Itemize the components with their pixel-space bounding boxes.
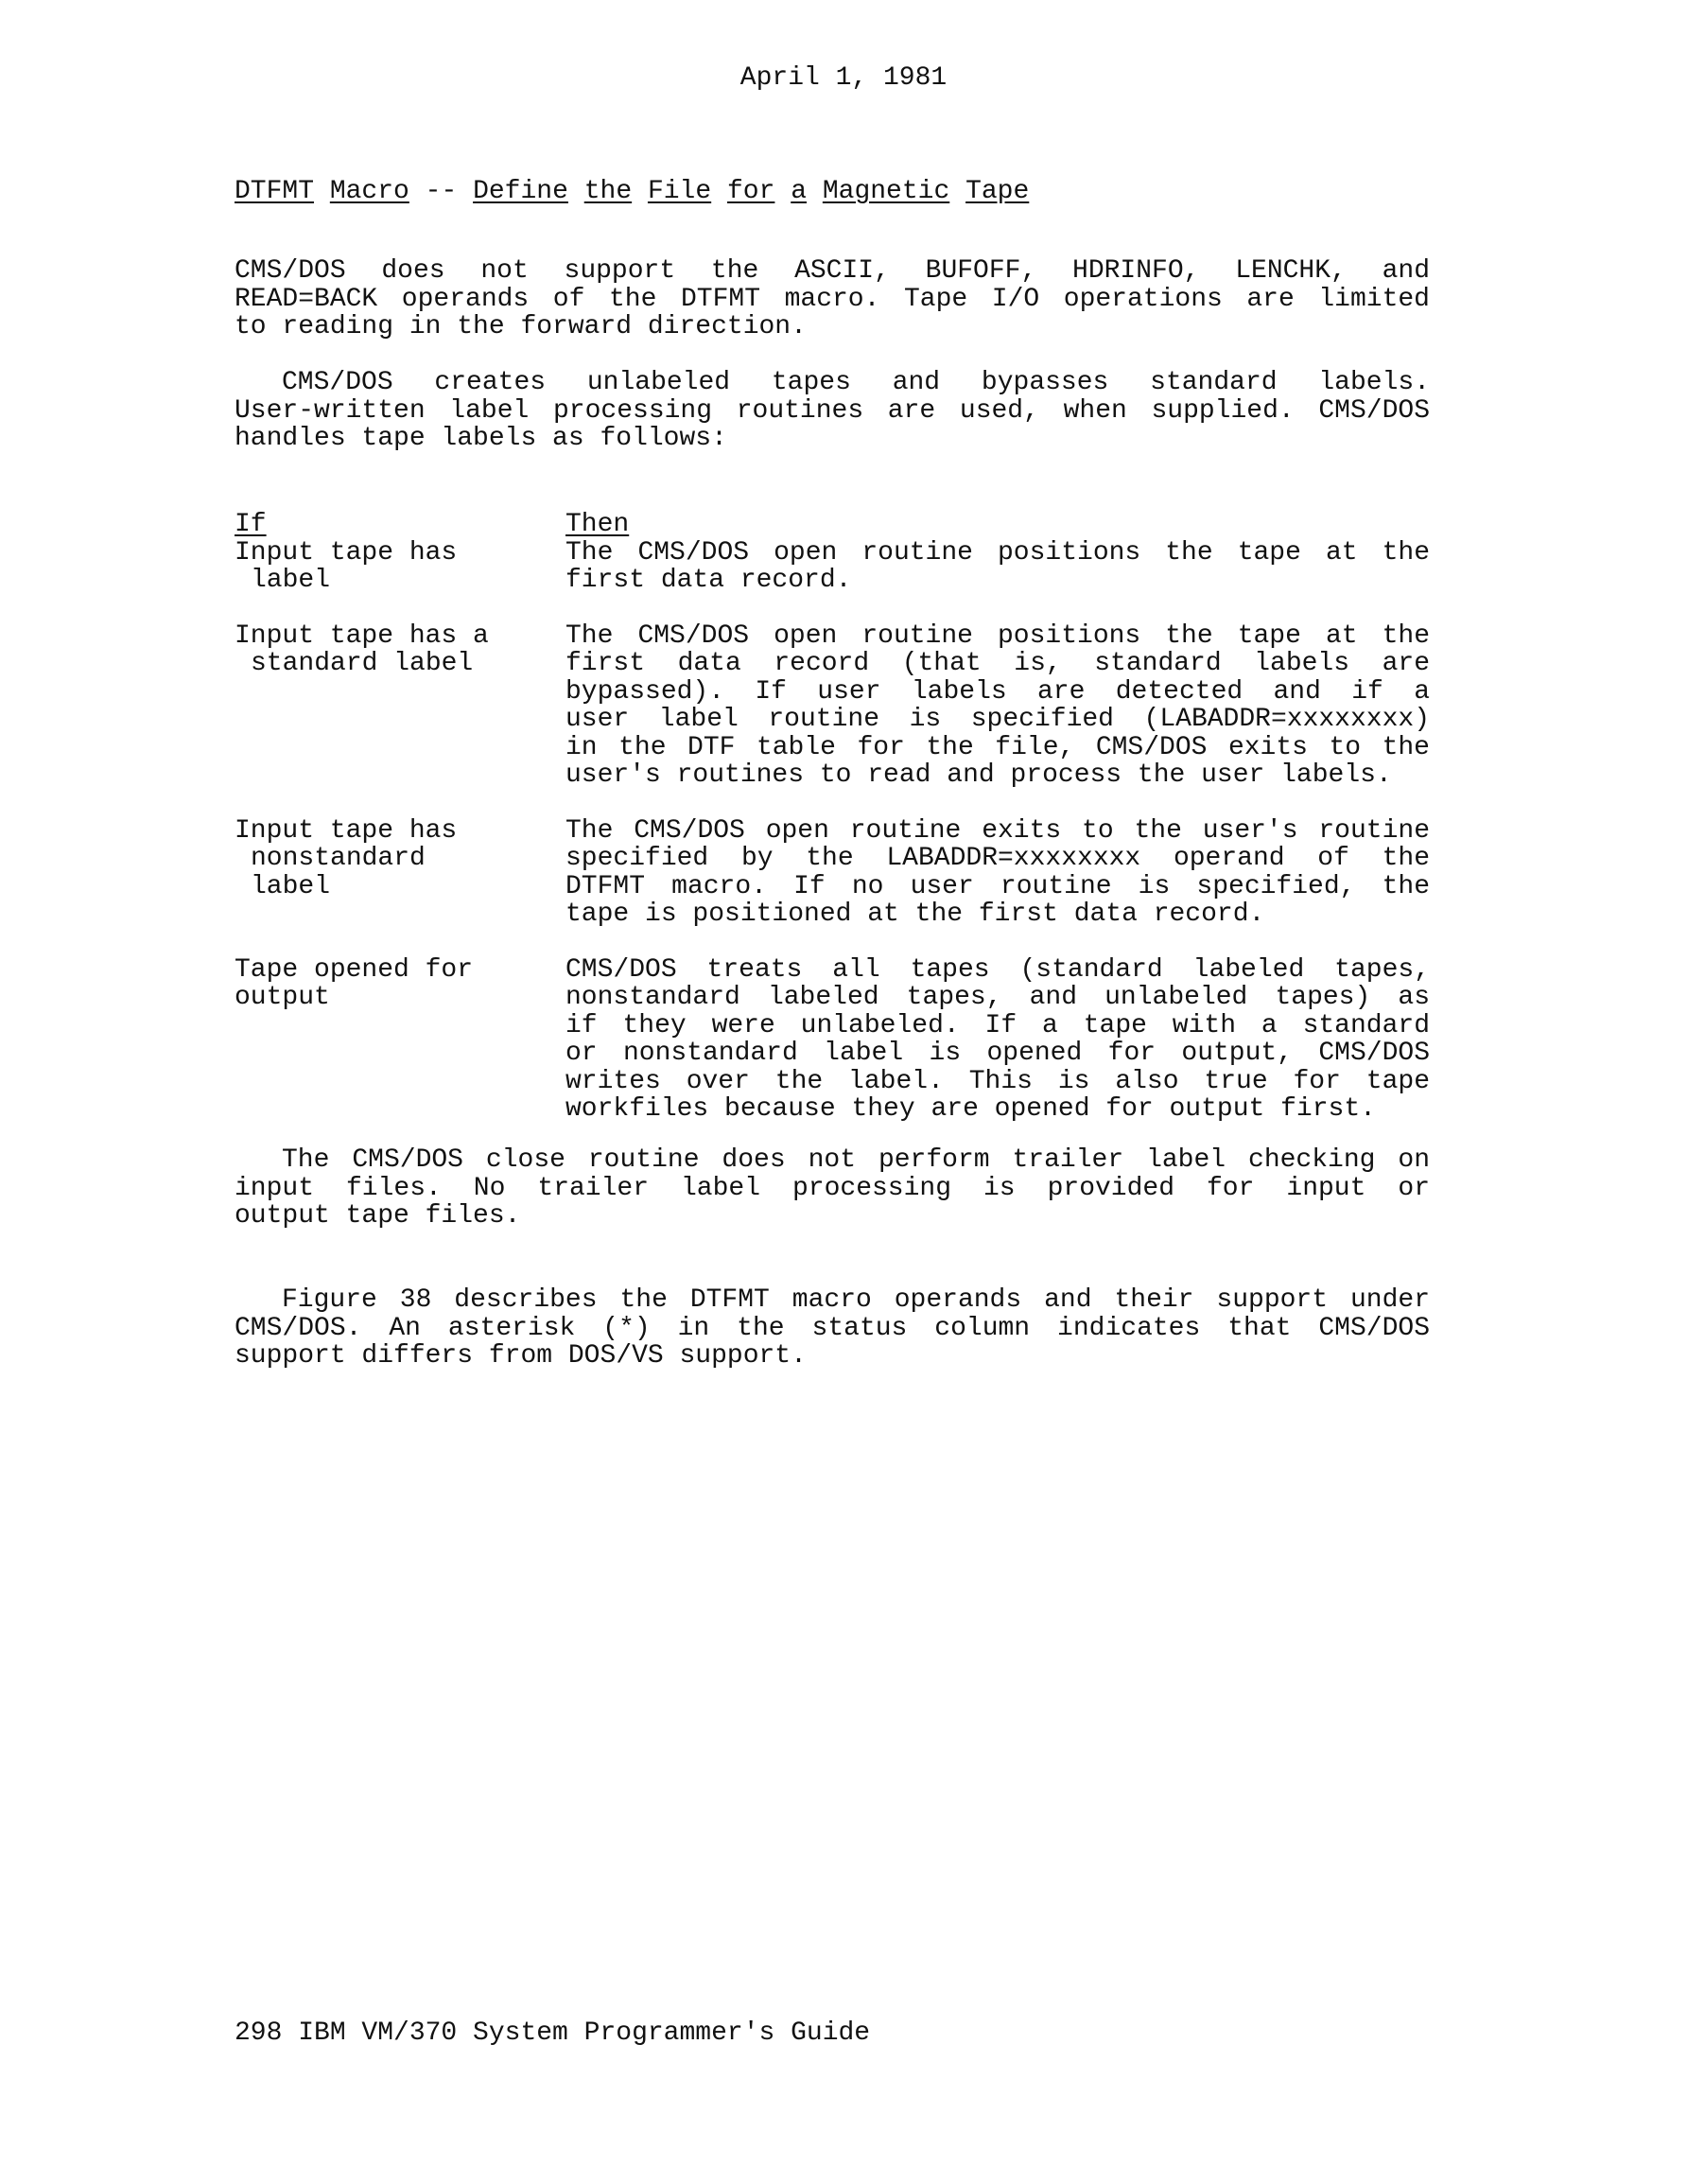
page-date-header: April 1, 1981 xyxy=(739,63,948,93)
title-word: for xyxy=(726,177,775,206)
action-line: CMS/DOS treats all tapes (standard labeled tapes, xyxy=(565,954,1430,985)
title-word: Magnetic xyxy=(822,177,950,206)
action-line: specified by the LABADDR=xxxxxxxx operand of the xyxy=(565,844,1430,873)
page-footer: 298 IBM VM/370 System Programmer's Guide xyxy=(235,2018,871,2048)
table-row xyxy=(235,817,1430,929)
title-word: File xyxy=(647,177,712,206)
action-line: user label routine is specified (LABADDR=xxxxxxxx) xyxy=(565,705,1430,734)
paragraph-line: CMS/DOS does not support the ASCII, BUFOFF, HDRINFO, LENCHK, and xyxy=(235,256,1430,286)
condition-line: nonstandard xyxy=(251,844,426,873)
table-row xyxy=(235,956,1430,1124)
action-cell xyxy=(565,622,1430,790)
action-line: tape is positioned at the first data record. xyxy=(565,900,1265,929)
paragraph-figure-reference xyxy=(235,1286,1430,1371)
action-cell xyxy=(565,956,1430,1124)
action-line: The CMS/DOS open routine positions the tape at the xyxy=(565,537,1430,568)
action-line: first data record (that is, standard labels are xyxy=(565,649,1430,678)
paragraph-line: CMS/DOS. An asterisk (*) in the status column indicates that CMS/DOS xyxy=(235,1313,1430,1343)
condition-line: Input tape has xyxy=(235,537,458,568)
condition-cell xyxy=(235,539,565,595)
paragraph-line: to reading in the forward direction. xyxy=(235,312,807,341)
paragraph-line: Figure 38 describes the DTFMT macro operands and their support under xyxy=(282,1285,1430,1315)
action-line: writes over the label. This is also true for tape xyxy=(565,1066,1430,1096)
title-separator: -- xyxy=(425,177,458,206)
title-word: a xyxy=(791,177,808,206)
action-line: bypassed). If user labels are detected and if a xyxy=(565,676,1430,707)
section-title xyxy=(235,178,1029,206)
action-line: The CMS/DOS open routine exits to the user's routine xyxy=(565,815,1430,846)
condition-line: label xyxy=(251,566,331,595)
action-line: first data record. xyxy=(565,566,852,595)
title-word: DTFMT xyxy=(235,177,315,206)
action-cell xyxy=(565,539,1430,595)
column-header-if: If xyxy=(235,510,267,539)
action-line: in the DTF table for the file, CMS/DOS exits to the xyxy=(565,732,1430,762)
action-line: The CMS/DOS open routine positions the tape at the xyxy=(565,620,1430,651)
action-line: or nonstandard label is opened for output, CMS/DOS xyxy=(565,1039,1430,1068)
title-word: Define xyxy=(473,177,568,206)
title-word: Macro xyxy=(329,177,409,206)
if-then-table xyxy=(235,511,1430,1151)
paragraph-line: input files. No trailer label processing is provided for input or xyxy=(235,1173,1430,1203)
table-row xyxy=(235,539,1430,595)
action-line: nonstandard labeled tapes, and unlabeled tapes) as xyxy=(565,983,1430,1012)
title-word: Tape xyxy=(965,177,1030,206)
paragraph-unsupported-operands xyxy=(235,257,1430,341)
condition-line: Input tape has xyxy=(235,815,458,846)
condition-line: output xyxy=(235,983,330,1012)
paragraph-line: output tape files. xyxy=(235,1201,521,1231)
column-header-then: Then xyxy=(565,510,630,539)
paragraph-line: The CMS/DOS close routine does not perform trailer label checking on xyxy=(282,1145,1430,1175)
paragraph-line: User-written label processing routines are used, when supplied. CMS/DOS xyxy=(235,395,1430,426)
action-line: if they were unlabeled. If a tape with a standard xyxy=(565,1010,1430,1040)
action-cell xyxy=(565,817,1430,929)
paragraph-line: CMS/DOS creates unlabeled tapes and bypasses standard labels. xyxy=(282,368,1430,397)
table-row xyxy=(235,622,1430,790)
condition-line: Tape opened for xyxy=(235,954,474,985)
paragraph-label-handling xyxy=(235,369,1430,453)
condition-cell xyxy=(235,622,565,790)
paragraph-line: support differs from DOS/VS support. xyxy=(235,1341,807,1371)
condition-line: Input tape has a xyxy=(235,620,489,651)
action-line: DTFMT macro. If no user routine is specified, the xyxy=(565,871,1430,901)
paragraph-close-routine xyxy=(235,1146,1430,1231)
condition-cell xyxy=(235,817,565,929)
condition-cell xyxy=(235,956,565,1124)
table-header-row xyxy=(235,511,1430,539)
action-line: workfiles because they are opened for output first. xyxy=(565,1094,1376,1124)
condition-line: standard label xyxy=(251,649,474,678)
title-word: the xyxy=(583,177,633,206)
paragraph-line: handles tape labels as follows: xyxy=(235,424,727,453)
action-line: user's routines to read and process the user labels. xyxy=(565,760,1392,790)
paragraph-line: READ=BACK operands of the DTFMT macro. Tape I/O operations are limited xyxy=(235,284,1430,314)
condition-line: label xyxy=(251,871,331,901)
